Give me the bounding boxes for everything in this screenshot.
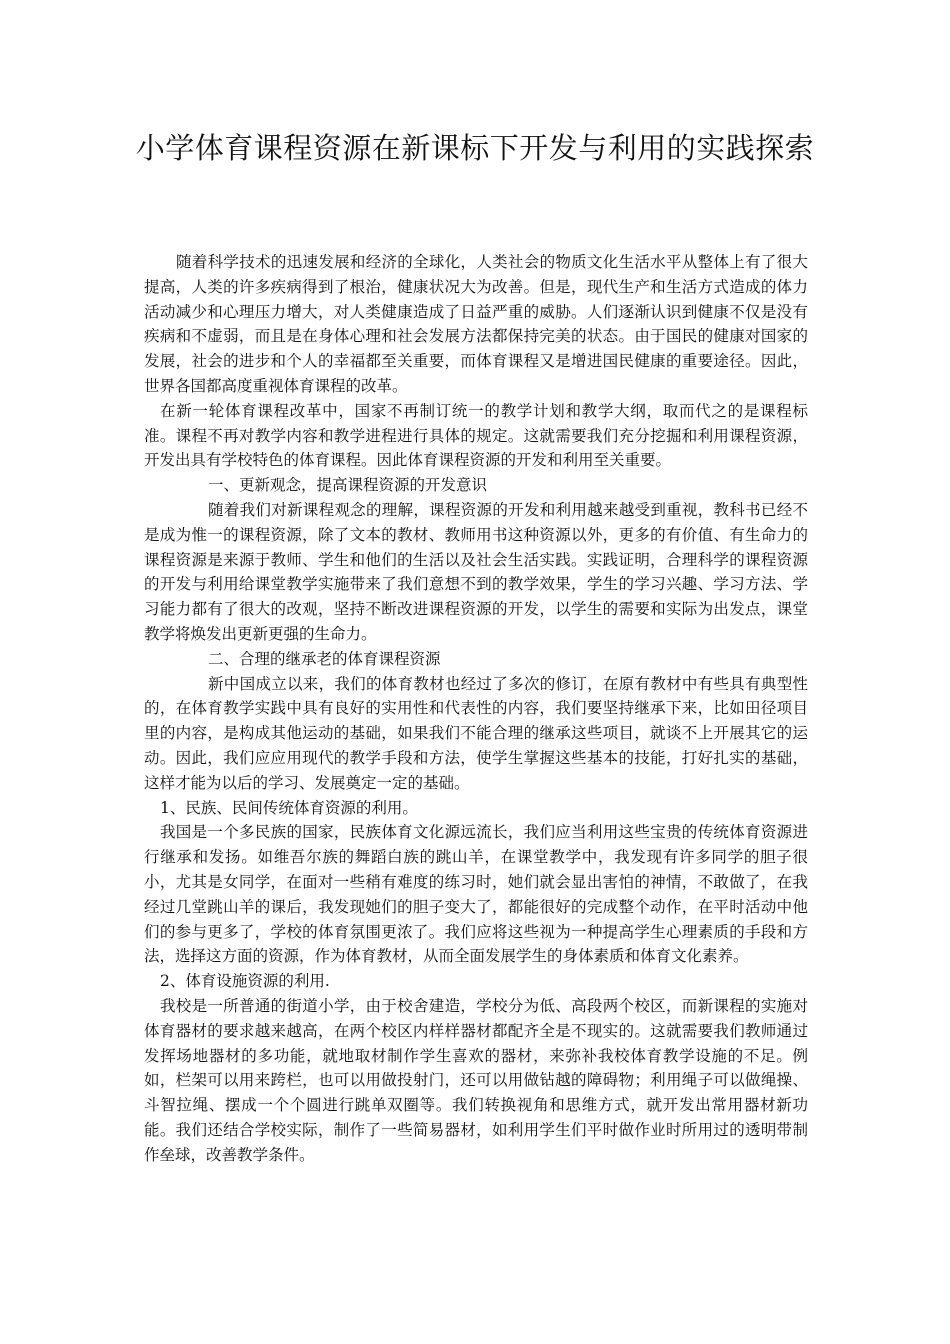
- paragraph-subsection-2: 我校是一所普通的街道小学，由于校舍建造，学校分为低、高段两个校区，而新课程的实施对体育器材的要求越来越高，在两个校区内样样器材都配齐全是不现实的。这就需要我们教师通过发挥场地器材的多功能，就地取材制作学生喜欢的器材，来弥补我校体育教学设施的不足。例如，栏架可以用来跨栏，也可以用做投射门，还可以用做钻越的障碍物；利用绳子可以做绳操、斗智拉绳、摆成一个个圆进行跳单双圈等。我们转换视角和思维方式，就开发出常用器材新功能。我们还结合学校实际，制作了一些简易器材，如利用学生们平时做作业时所用过的透明带制作垒球，改善教学条件。: [144, 996, 808, 1164]
- section-heading-2: 二、合理的继承老的体育课程资源: [208, 649, 441, 668]
- subheading-2: 2、体育设施资源的利用.: [160, 972, 330, 991]
- document-body: [144, 250, 808, 1167]
- paragraph-section-1: 随着我们对新课程观念的理解，课程资源的开发和利用越来越受到重视，教科书已经不是成为惟一的课程资源，除了文本的教材、教师用书这种资源以外，更多的有价值、有生命力的课程资源是来源于教师、学生和他们的生活以及社会生活实践。实践证明，合理科学的课程资源的开发与利用给课堂教学实施带来了我们意想不到的教学效果，学生的学习兴趣、学习方法、学习能力都有了很大的改观，坚持不断改进课程资源的开发，以学生的需要和实际为出发点，课堂教学将焕发出更新更强的生命力。: [144, 500, 808, 643]
- subheading-1: 1、民族、民间传统体育资源的利用。: [160, 798, 418, 817]
- section-heading-1: 一、更新观念，提高课程资源的开发意识: [208, 476, 488, 495]
- paragraph-intro: 随着科学技术的迅速发展和经济的全球化，人类社会的物质文化生活水平从整体上有了很大提高，人类的许多疾病得到了根治，健康状况大为改善。但是，现代生产和生活方式造成的体力活动减少和心理压力增大，对人类健康造成了日益严重的威胁。人们逐渐认识到健康不仅是没有疾病和不虚弱，而且是在身体心理和社会发展方法都保持完美的状态。由于国民的健康对国家的发展，社会的进步和个人的幸福都至关重要，而体育课程又是增进国民健康的重要途径。因此，世界各国都高度重视体育课程的改革。: [144, 253, 808, 395]
- document-title: 小学体育课程资源在新课标下开发与利用的实践探索: [135, 131, 815, 165]
- paragraph-reform: 在新一轮体育课程改革中，国家不再制订统一的教学计划和教学大纲，取而代之的是课程标准。课程不再对教学内容和教学进程进行具体的规定。这就需要我们充分挖掘和利用课程资源，开发出具有学校特色的体育课程。因此体育课程资源的开发和利用至关重要。: [144, 401, 808, 470]
- paragraph-section-2: 新中国成立以来，我们的体育教材也经过了多次的修订，在原有教材中有些具有典型性的，在体育教学实践中具有良好的实用性和代表性的内容，我们要坚持继承下来，比如田径项目里的内容，是构成其他运动的基础，如果我们不能合理的继承这些项目，就谈不上开展其它的运动。因此，我们应应用现代的教学手段和方法，使学生掌握这些基本的技能，打好扎实的基础，这样才能为以后的学习、发展奠定一定的基础。: [144, 674, 808, 792]
- paragraph-subsection-1: 我国是一个多民族的国家，民族体育文化源远流长，我们应当利用这些宝贵的传统体育资源进行继承和发扬。如维吾尔族的舞蹈白族的跳山羊，在课堂教学中，我发现有许多同学的胆子很小，尤其是女同学，在面对一些稍有难度的练习时，她们就会显出害怕的神情，不敢做了，在我经过几堂跳山羊的课后，我发现她们的胆子变大了，都能很好的完成整个动作，在平时活动中他们的参与更多了，学校的体育氛围更浓了。我们应将这些视为一种提高学生心理素质的手段和方法，选择这方面的资源，作为体育教材，从而全面发展学生的身体素质和体育文化素养。: [144, 823, 808, 966]
